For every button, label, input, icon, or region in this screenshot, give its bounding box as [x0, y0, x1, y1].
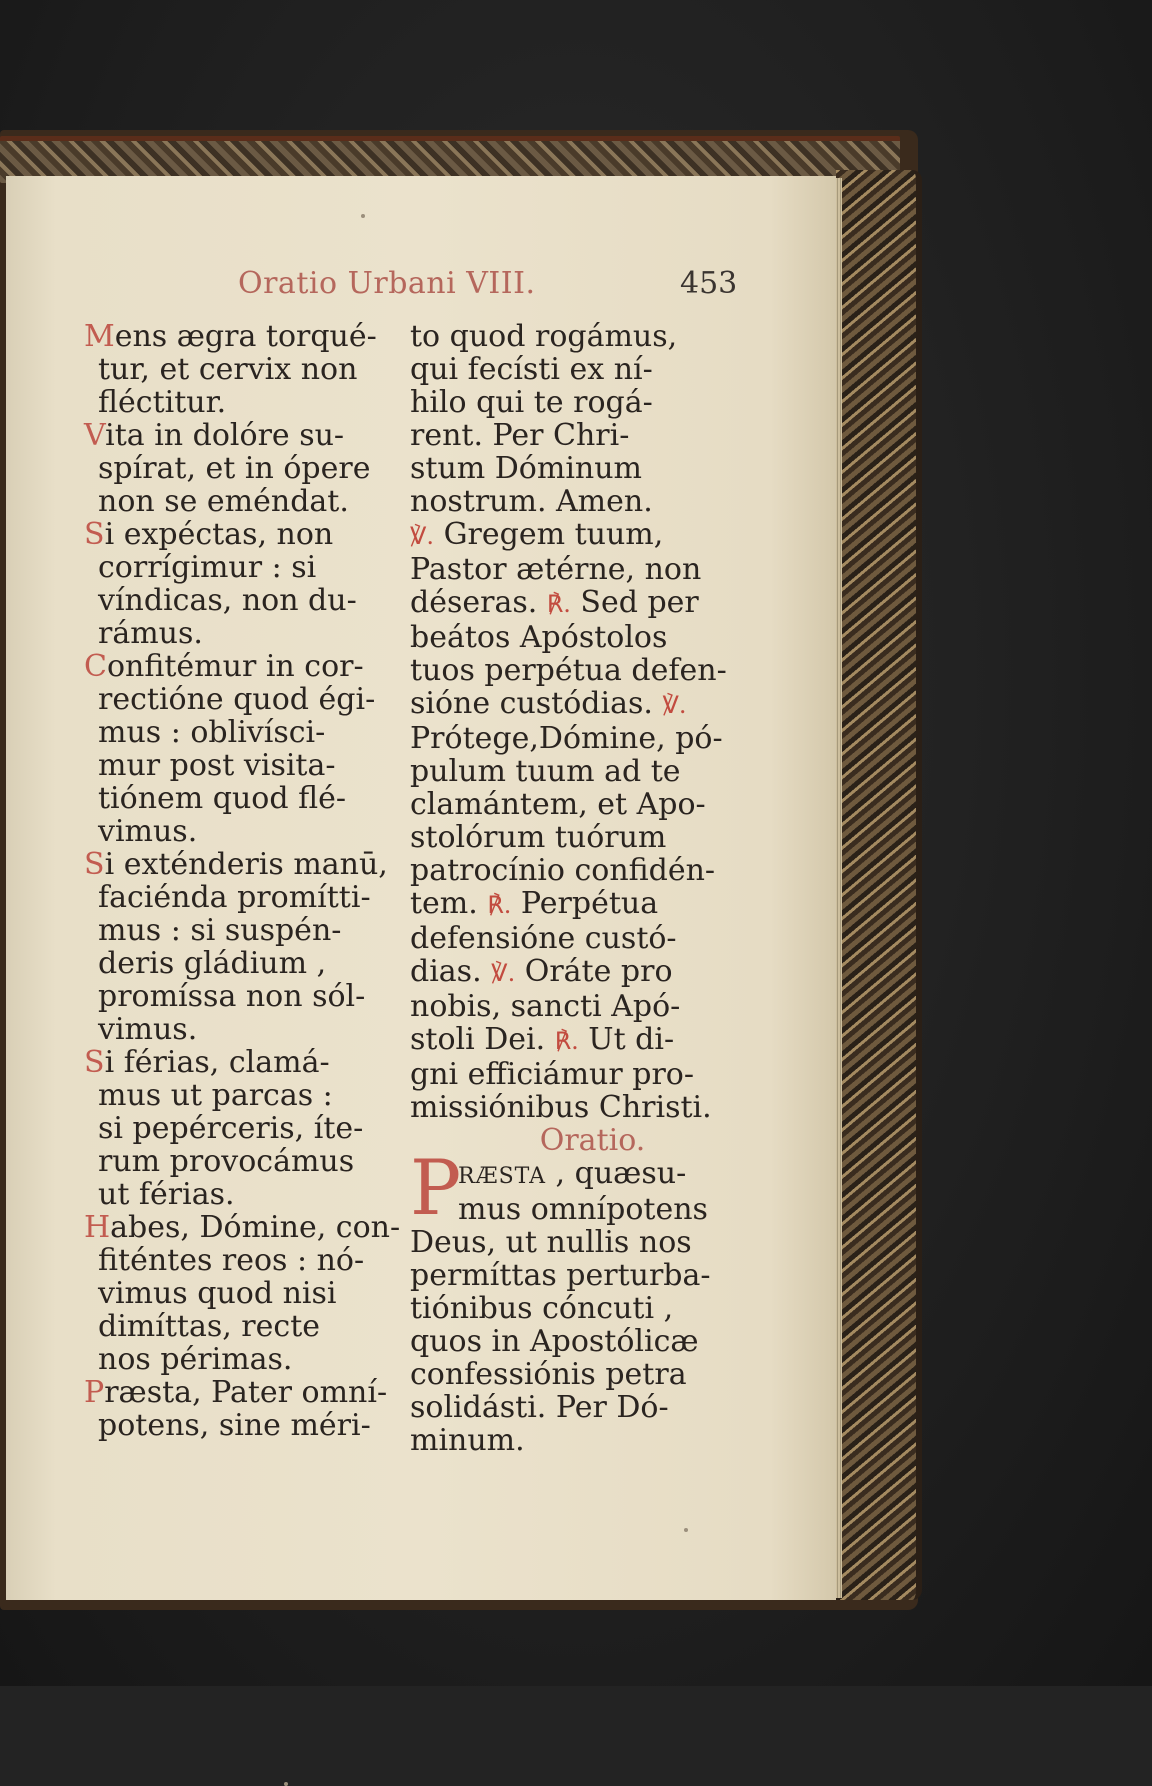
red-initial: S — [84, 1045, 105, 1080]
gilded-fore-edge — [836, 170, 922, 1600]
verse-stanza — [84, 320, 390, 419]
red-initial: C — [84, 649, 107, 684]
verse-line: potens, sine méri- — [98, 1408, 371, 1443]
verse-stanza — [84, 518, 390, 650]
text-line: clamántem, et Apo- — [410, 787, 706, 822]
text-line: dias. ℣. Oráte pro — [410, 954, 673, 989]
verse-line: tiónem quod flé- — [98, 781, 346, 816]
verse-line: promíssa non sól- — [98, 979, 366, 1014]
versicle-mark: ℣. — [662, 691, 687, 719]
left-column — [84, 319, 401, 1443]
verse-stanza — [84, 1210, 401, 1377]
verse-line: abes, Dómine, con- — [110, 1210, 401, 1245]
text-line: confessiónis petra — [410, 1357, 687, 1392]
verse-line: ens ægra torqué- — [114, 319, 377, 354]
paper-speck — [361, 214, 365, 218]
text-line: stoli Dei. ℟. Ut di- — [410, 1022, 675, 1057]
text-line: stolórum tuórum — [410, 820, 667, 855]
text-line: quos in Apostólicæ — [410, 1324, 699, 1359]
red-initial: V — [84, 418, 106, 453]
red-initial: S — [84, 517, 105, 552]
verse-line: faciénda promítti- — [98, 880, 371, 915]
text-line: pulum tuum ad te — [410, 754, 681, 789]
response-mark: ℟. — [546, 590, 571, 618]
text-line: Pastor ætérne, non — [410, 552, 702, 587]
prayer-opening — [410, 1143, 735, 1232]
text-line: missiónibus Christi. — [410, 1090, 712, 1125]
text-line: defensióne custó- — [410, 921, 677, 956]
response-mark: ℟. — [487, 891, 512, 919]
verse-line: i exténderis manū, — [104, 847, 388, 882]
verse-line: si pepérceris, íte- — [98, 1111, 364, 1146]
red-initial: P — [84, 1375, 105, 1410]
text-line: Prótege,Dómine, pó- — [410, 721, 723, 756]
verse-line: onfitémur in cor- — [106, 649, 364, 684]
red-initial: M — [84, 319, 115, 354]
verse-line: vimus. — [98, 814, 198, 849]
verse-line: mus : oblivísci- — [98, 715, 326, 750]
verse-stanza — [84, 1376, 390, 1442]
drop-cap: P — [410, 1143, 462, 1232]
red-initial: S — [84, 847, 105, 882]
text-line: Deus, ut nullis nos — [410, 1225, 692, 1260]
text-line: déseras. ℟. Sed per — [410, 585, 699, 620]
verse-line: víndicas, non du- — [98, 583, 357, 618]
verse-line: i expéctas, non — [104, 517, 334, 552]
text-line: minum. — [410, 1423, 525, 1458]
verse-line: deris gládium , — [98, 946, 327, 981]
text-line: nobis, sancti Apó- — [410, 989, 681, 1024]
verse-line: mus : si suspén- — [98, 913, 342, 948]
text-line: patrocínio confidén- — [410, 853, 716, 888]
text-line: tuos perpétua defen- — [410, 653, 727, 688]
text-line: solidásti. Per Dó- — [410, 1390, 669, 1425]
verse-line: fléctitur. — [98, 385, 227, 420]
verse-line: spírat, et in ópere — [98, 451, 371, 486]
verse-stanza — [84, 419, 390, 518]
verse-line: vimus. — [98, 1012, 198, 1047]
paper-speck — [284, 1782, 288, 1786]
text-line: mus omnípotens — [458, 1192, 708, 1227]
versicle-mark: ℣. — [410, 522, 435, 550]
verse-stanza — [84, 848, 390, 1046]
verse-line: corrígimur : si — [98, 550, 317, 585]
verse-stanza — [84, 1046, 390, 1211]
red-initial: H — [84, 1210, 111, 1245]
verse-line: dimíttas, recte — [98, 1309, 321, 1344]
text-line: hilo qui te rogá- — [410, 385, 653, 420]
text-line: gni efficiámur pro- — [410, 1057, 694, 1092]
text-line: sióne custódias. ℣. — [410, 686, 687, 721]
response-mark: ℟. — [554, 1027, 579, 1055]
verse-line: ut férias. — [98, 1177, 235, 1212]
text-line: beátos Apóstolos — [410, 620, 668, 655]
text-line: rent. Per Chri- — [410, 418, 630, 453]
text-line: tiónibus cóncuti , — [410, 1291, 674, 1326]
verse-line: tur, et cervix non — [98, 352, 358, 387]
oratio-heading: Oratio. — [539, 1123, 646, 1158]
verse-stanza — [84, 650, 390, 848]
page-number: 453 — [680, 266, 738, 301]
verse-line: nos périmas. — [98, 1342, 293, 1377]
right-column — [410, 320, 735, 1457]
verse-line: rum provocámus — [98, 1144, 355, 1179]
text-line: stum Dóminum — [410, 451, 643, 486]
verse-line: ræsta, Pater omní- — [104, 1375, 388, 1410]
verse-line: i férias, clamá- — [104, 1045, 330, 1080]
text-line: RÆSTA , quæsu- — [458, 1156, 687, 1191]
verse-line: mus ut parcas : — [98, 1078, 333, 1113]
text-line: qui fecísti ex ní- — [410, 352, 653, 387]
verse-line: fiténtes reos : nó- — [98, 1243, 365, 1278]
text-line: ℣. Gregem tuum, — [410, 517, 664, 552]
verse-line: vimus quod nisi — [98, 1276, 337, 1311]
text-line: tem. ℟. Perpétua — [410, 886, 659, 921]
text-line: nostrum. Amen. — [410, 484, 653, 519]
verse-line: mur post visita- — [98, 748, 336, 783]
versicle-mark: ℣. — [491, 959, 516, 987]
verse-line: non se eméndat. — [98, 484, 349, 519]
verse-line: ita in dolóre su- — [105, 418, 345, 453]
text-line: permíttas perturba- — [410, 1258, 711, 1293]
running-head: Oratio Urbani VIII. — [238, 266, 536, 301]
paper-speck — [684, 1528, 688, 1532]
verse-line: rámus. — [98, 616, 203, 651]
text-line: to quod rogámus, — [410, 319, 678, 354]
verse-line: rectióne quod égi- — [98, 682, 376, 717]
